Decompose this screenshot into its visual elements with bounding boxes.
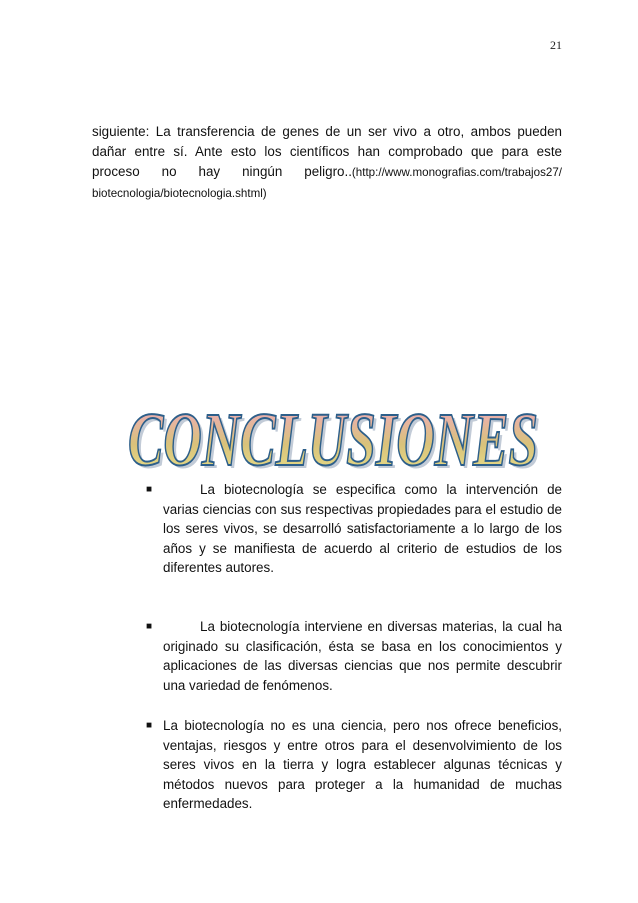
heading-title: CONCLUSIONES — [128, 398, 538, 478]
conclusion-text: La biotecnología interviene en diversas materias, la cual ha originado su clasificación, ésta se basa en los conocimientos y aplicaciones de las diversas ciencias que nos permite descubrir una variedad de fenómenos. — [163, 619, 562, 693]
list-item — [146, 480, 562, 578]
conclusion-text: La biotecnología no es una ciencia, pero nos ofrece beneficios, ventajas, riesgos y entre otros para el desenvolvimiento de los seres vivos en la tierra y logra establecer algunas técnicas y métodos nuevos para proteger a la humanidad de muchas enfermedades. — [163, 718, 562, 811]
conclusion-text: La biotecnología se especifica como la intervención de varias ciencias con sus respectivas propiedades para el estudio de los seres vivos, se desarrolló satisfactoriamente a lo largo de los años y se manifiesta de acuerdo al criterio de estudios de los diferentes autores. — [163, 482, 562, 575]
bullet-icon: ■ — [146, 484, 153, 495]
intro-paragraph — [92, 122, 562, 204]
intro-text: siguiente: La transferencia de genes de un ser vivo a otro, ambos pueden dañar entre sí. Ante esto los científicos han comprobado que para este proceso no hay ningún peligro.. — [92, 124, 562, 179]
page-number: 21 — [550, 38, 562, 52]
heading-shadow: CONCLUSIONES — [131, 401, 541, 478]
list-item — [146, 716, 562, 814]
bullet-icon: ■ — [146, 621, 153, 632]
bullet-icon: ■ — [146, 720, 153, 731]
conclusiones-heading — [118, 396, 550, 478]
intro-reference: (http://www.monografias.com/trabajos27/ biotecnologia/biotecnologia.shtml) — [92, 166, 562, 200]
list-item — [146, 617, 562, 695]
